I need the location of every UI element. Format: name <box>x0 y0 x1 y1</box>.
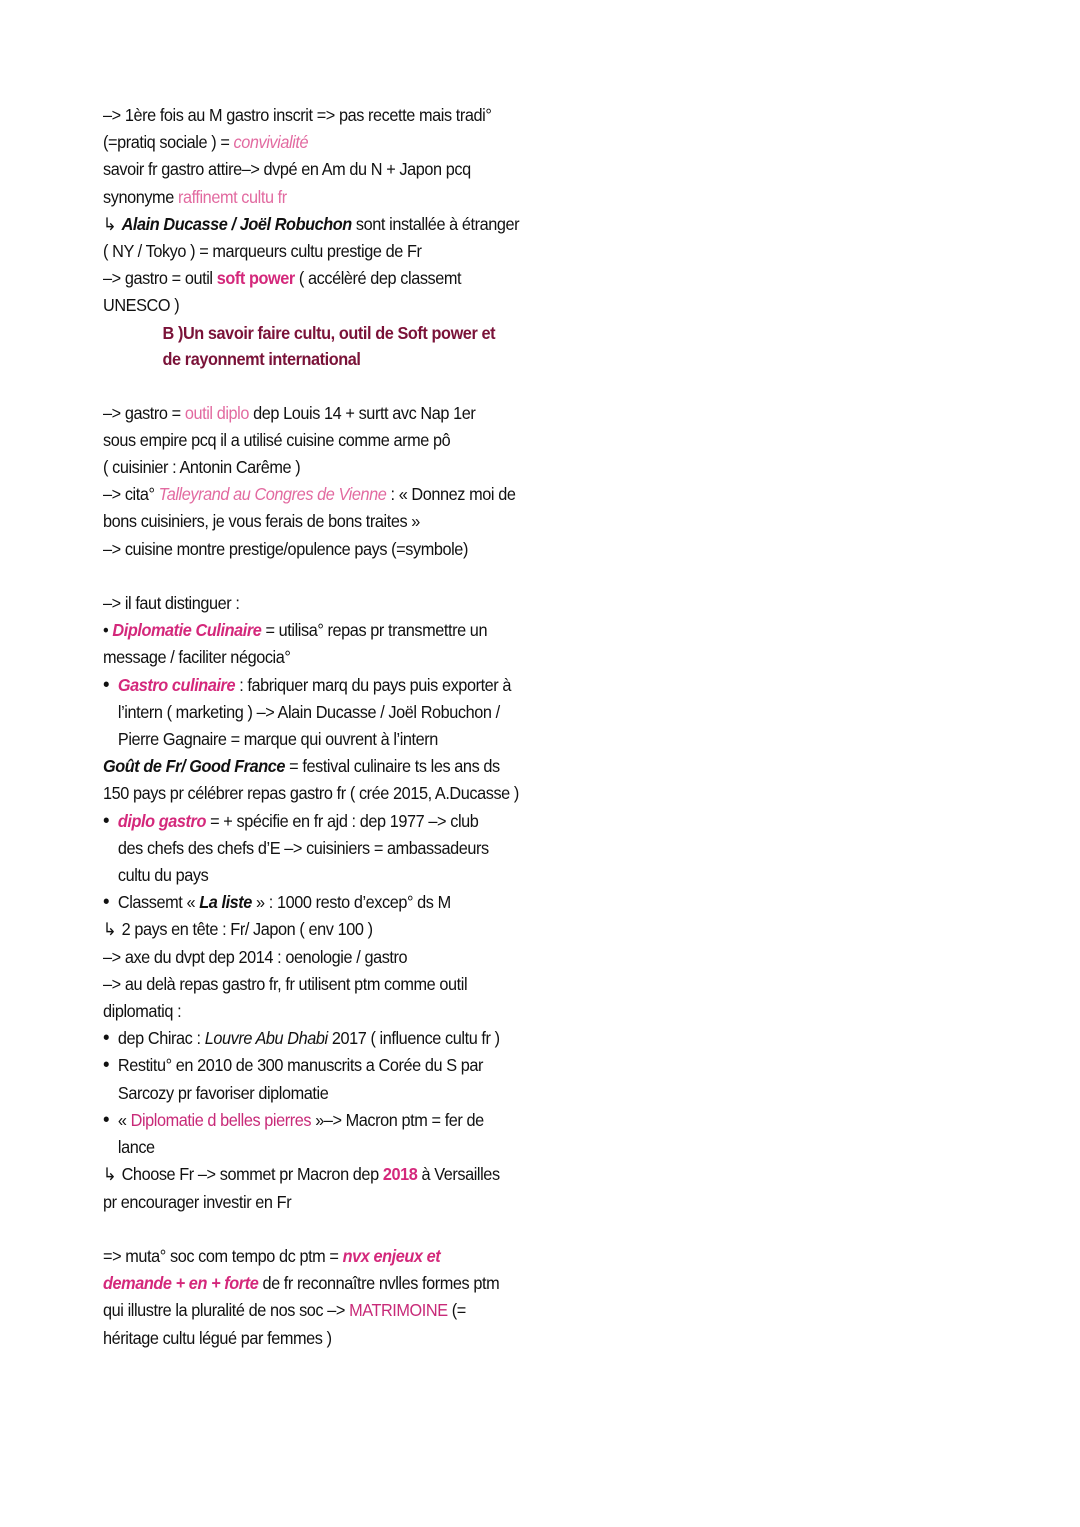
highlight-text: demande + en + forte <box>103 1273 259 1294</box>
bullet-item: • diplo gastro = + spécifie en fr ajd : dep 1977 –> club <box>103 808 512 835</box>
text-line: pr encourager investir en Fr <box>103 1191 292 1212</box>
text-line: –> gastro = outil diplo dep Louis 14 + surtt avc Nap 1er <box>103 402 476 423</box>
bullet-item: • Gastro culinaire : fabriquer marq du pays puis exporter à <box>103 672 512 699</box>
text-line: Pierre Gagnaire = marque qui ouvrent à l’intern <box>117 729 438 750</box>
bullet-item: • Diplomatie Culinaire = utilisa° repas pr transmettre un <box>103 620 488 641</box>
highlight-text: nvx enjeux et <box>342 1245 441 1266</box>
text-line: ↳ Choose Fr –> sommet pr Macron dep 2018 à Versailles <box>103 1161 512 1188</box>
text-line: Goût de Fr/ Good France = festival culinaire ts les ans ds <box>103 756 500 777</box>
highlight-text: outil diplo <box>184 402 250 423</box>
text-line: diplomatiq : <box>103 1001 182 1022</box>
text-line: sous empire pcq il a utilisé cuisine comme arme pô <box>103 429 451 450</box>
highlight-text: convivialité <box>233 132 309 153</box>
text-line: –> 1ère fois au M gastro inscrit => pas recette mais tradi° <box>103 105 492 125</box>
text-line: des chefs des chefs d’E –> cuisiniers = ambassadeurs <box>117 837 489 858</box>
text-line: ( cuisinier : Antonin Carême ) <box>103 457 301 478</box>
text-line: (=pratiq sociale ) = convivialité <box>103 132 309 153</box>
highlight-text: raffinemt cultu fr <box>177 186 287 207</box>
text-line: ↳ 2 pays en tête : Fr/ Japon ( env 100 ) <box>103 916 512 943</box>
text-line: Sarcozy pr favoriser diplomatie <box>117 1082 329 1103</box>
bullet-item: • Restitu° en 2010 de 300 manuscrits a Corée du S par <box>103 1052 512 1079</box>
paragraph-gastro-heritage <box>103 102 520 320</box>
text-line: synonyme raffinemt cultu fr <box>103 186 287 207</box>
text-line: ( NY / Tokyo ) = marqueurs cultu prestige de Fr <box>103 241 422 262</box>
text-line: –> axe du dvpt dep 2014 : oenologie / gastro <box>103 946 408 967</box>
bullet-item: • « Diplomatie d belles pierres »–> Macron ptm = fer de <box>103 1107 512 1134</box>
paragraph-distinctions <box>103 590 519 1216</box>
paragraph-matrimoine <box>103 1243 512 1352</box>
highlight-text: Talleyrand au Congres de Vienne <box>158 484 387 505</box>
bullet-icon: • <box>103 620 113 641</box>
paragraph-diplomacy-tool <box>103 400 516 563</box>
text-line: UNESCO ) <box>103 295 180 316</box>
text-line: l’intern ( marketing ) –> Alain Ducasse / Joël Robuchon / <box>117 701 500 722</box>
notes-body <box>103 102 520 1352</box>
text-line: héritage cultu légué par femmes ) <box>103 1327 332 1348</box>
bullet-item: • Classemt « La liste » : 1000 resto d’excep° ds M <box>103 889 512 916</box>
text-line: bons cuisiniers, je vous ferais de bons traites » <box>103 511 420 532</box>
text-line: savoir fr gastro attire–> dvpé en Am du N + Japon pcq <box>103 159 471 180</box>
corner-arrow-icon: ↳ <box>103 213 117 234</box>
text-line: => muta° soc com tempo dc ptm = nvx enjeux et <box>103 1245 441 1266</box>
bullet-item: • dep Chirac : Louvre Abu Dhabi 2017 ( influence cultu fr ) <box>103 1025 512 1052</box>
text-line: –> cuisine montre prestige/opulence pays (=symbole) <box>103 538 468 559</box>
text-line: demande + en + forte de fr reconnaître nvlles formes ptm <box>103 1273 500 1294</box>
text-line: –> gastro = outil soft power ( accélèré dep classemt <box>103 268 462 289</box>
text-line: –> cita° Talleyrand au Congres de Vienne : « Donnez moi de <box>103 484 516 505</box>
text-line: ↳ Alain Ducasse / Joël Robuchon sont installée à étranger <box>103 211 512 238</box>
highlight-text: 2018 <box>382 1164 418 1185</box>
text-line: –> il faut distinguer : <box>103 593 240 614</box>
text-line: cultu du pays <box>117 865 209 886</box>
corner-arrow-icon: ↳ <box>103 1164 117 1185</box>
corner-arrow-icon: ↳ <box>103 919 117 940</box>
section-heading: B )Un savoir faire cultu, outil de Soft power et de rayonnemt international <box>162 322 496 370</box>
text-line: lance <box>117 1137 155 1158</box>
highlight-text: soft power <box>216 268 295 289</box>
text-line: message / faciliter négocia° <box>103 647 291 668</box>
text-line: 150 pays pr célébrer repas gastro fr ( crée 2015, A.Ducasse ) <box>103 783 519 804</box>
highlight-text: Diplomatie d belles pierres <box>130 1109 312 1130</box>
text-line: –> au delà repas gastro fr, fr utilisent ptm comme outil <box>103 973 468 994</box>
highlight-text: MATRIMOINE <box>349 1300 448 1321</box>
text-line: qui illustre la pluralité de nos soc –> MATRIMOINE (= <box>103 1300 466 1321</box>
